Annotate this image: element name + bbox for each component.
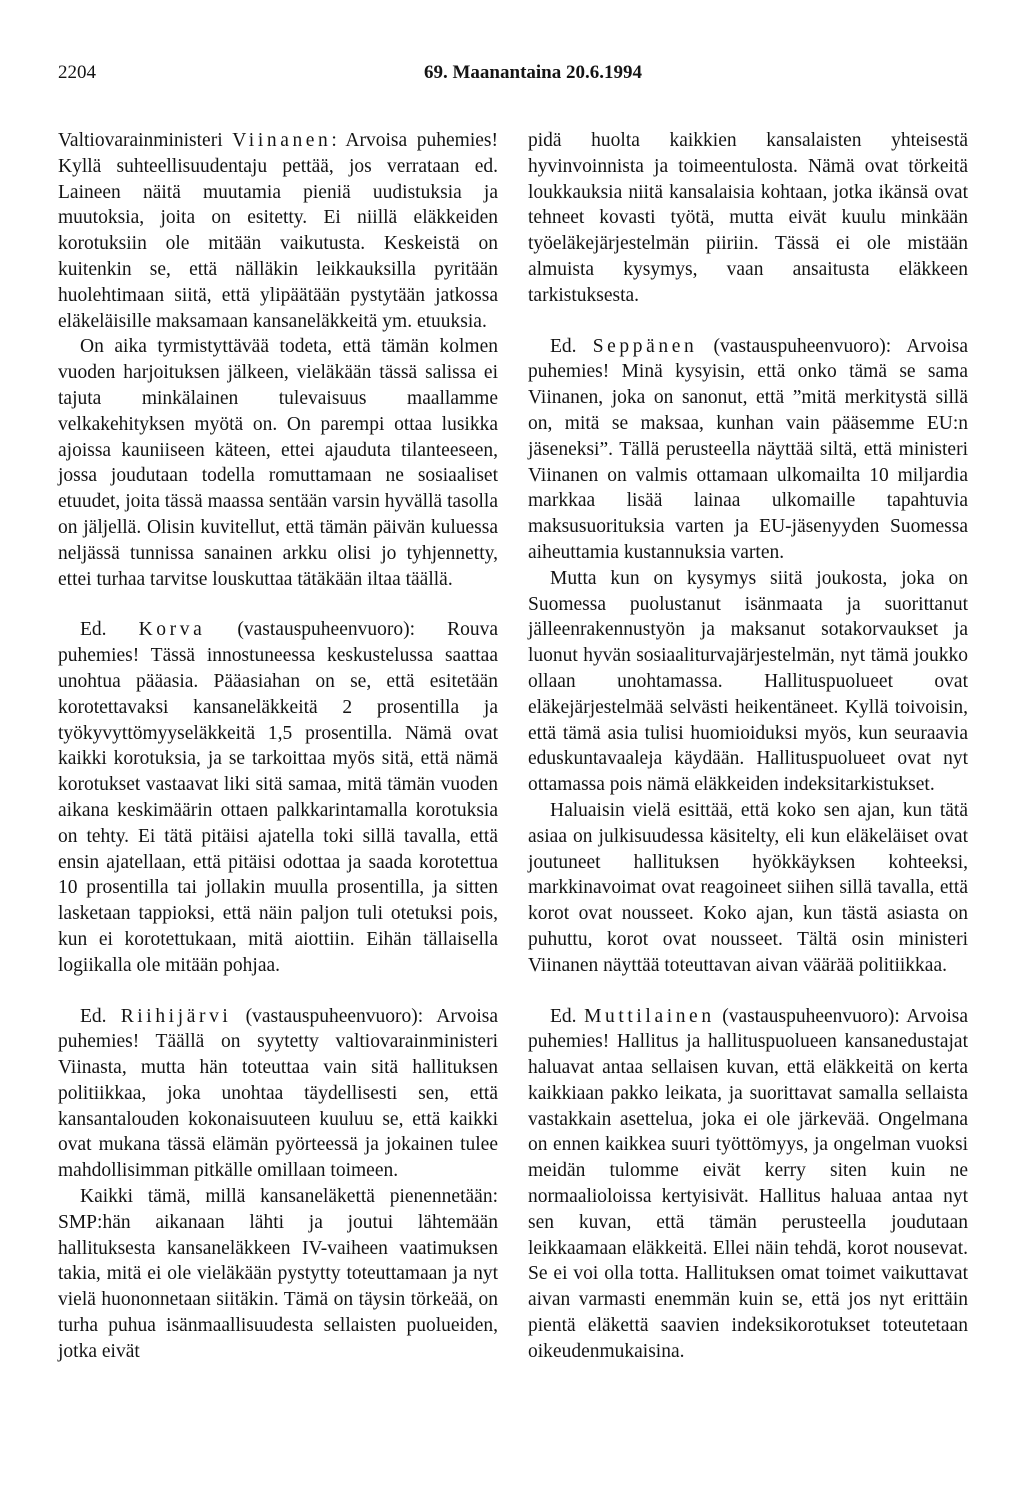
- speech-paragraph: [58, 1004, 498, 1185]
- left-column: [58, 128, 498, 1365]
- speaker-name: Korva: [138, 619, 206, 641]
- speaker-prefix: Ed.: [80, 1005, 107, 1027]
- session-date: 69. Maanantaina 20.6.1994: [424, 62, 642, 83]
- speech-text: : Arvoisa puhemies! Kyllä suhteellisuudentaju pettää, jos verrataan ed. Laineen näitä muutamia pieniä uudistuksia ja muutoksia, joita on esitetty. Ei niillä eläkkeiden korotuksiin ole mitään vaikutusta. Keskeistä on kuitenkin se, että nälläkin leikkauksilla pyritään huolehtimaan siitä, että ylipäätään pystytään jatkossa eläkeläisille maksamaan kansaneläkkeitä ym. etuuksia.: [58, 130, 499, 332]
- speech-muttilainen: [528, 1004, 968, 1365]
- speech-viinanen: [58, 128, 498, 592]
- speech-paragraph: On aika tyrmistyttävää todeta, että tämän kolmen vuoden harjoituksen jälkeen, vieläkään tässä salissa ei tajuta minkälainen tulevaisuus maallamme velkakehityksen myötä on. On parempi ottaa lusikka ajoissa kauniiseen käteen, ettei ajauduta tilanteeseen, jossa joudutaan todella romuttamaan ne sosiaaliset etuudet, joita tässä maassa sentään varsin hyvällä tasolla on jäljellä. Olisin kuvitellut, että tämän päivän kuluessa neljässä tunnissa sanainen arkku olisi jo tyhjennetty, ettei turhaa tarvitse louskuttaa tätäkään iltaa täällä.: [58, 336, 498, 590]
- speaker-prefix: Ed.: [80, 619, 107, 641]
- speech-riihijarvi: [58, 1004, 498, 1365]
- speaker-name: Riihijärvi: [120, 1005, 232, 1027]
- speech-text: (vastauspuheenvuoro): Rouva puhemies! Tässä innostuneessa keskustelussa saattaa unohtua pääasia. Pääasiahan on se, että esitetään korotettavaksi kansaneläkkeitä 2 prosentilla ja työkyvyttömyyseläkkeitä 1,5 prosentilla. Nämä ovat kaikki korotuksia, ja se tarkoittaa myös sitä, että nämä korotukset vastaavat liki sitä samaa, mitä tämän vuoden aikana keskimäärin ottaen palkkarintamalla korotuksia on tehty. Ei tätä pitäisi ajatella toki sillä tavalla, että ensin ajatellaan, että pitäisi odottaa ja saada korotettua 10 prosentilla tai jollakin muulla prosentilla, ja sitten lasketaan tappioksi, että näin paljon tuli otetuksi pois, kun ei korotettukaan, mitä aiottiin. Eihän tällaisella logiikalla ole mitään pohjaa.: [58, 619, 498, 976]
- speech-paragraph: Haluaisin vielä esittää, että koko sen ajan, kun tätä asiaa on julkisuudessa käsitelty, eli kun eläkeläiset ovat joutuneet hallituksen hyökkäyksen kohteeksi, markkinavoimat ovat reagoineet siihen sillä tavalla, että korot ovat nousseet. Koko ajan, kun tästä asiasta on puhuttu, korot ovat nousseet. Tältä osin ministeri Viinanen näyttää toteuttavan aivan väärää politiikkaa.: [528, 799, 968, 976]
- speaker-name: Viinanen: [232, 130, 332, 151]
- speech-paragraph: [58, 617, 498, 978]
- right-column: [528, 128, 968, 1365]
- speech-paragraph: pidä huolta kaikkien kansalaisten yhteisestä hyvinvoinnista ja toimeentulosta. Nämä ovat törkeitä loukkauksia niitä kansalaisia kohtaan, jotka ikänsä ovat tehneet kovasti työtä, mutta eivät kuulu minkään työeläkejärjestelmän piiriin. Tässä ei ole mistään almuista kysymys, vaan ansaitusta eläkkeen tarkistuksesta.: [528, 130, 968, 306]
- speech-text: (vastauspuheenvuoro): Arvoisa puhemies! Minä kysyisin, että onko tämä se sama Viinanen, joka on sanonut, että ”mitä merkitystä sillä on, mitä se maksaa, kunhan vain pääsemme EU:n jäseneksi”. Tällä perusteella näyttää siltä, että ministeri Viinanen on valmis ottamaan ulkomailta 10 miljardia markkaa lisää lainaa ulkomaille tapahtuvia maksusuorituksia varten ja EU-jäsenyyden Suomessa aiheuttamia kustannuksia varten.: [528, 335, 968, 563]
- speaker-name: Muttilainen: [584, 1005, 715, 1027]
- page-number: 2204: [58, 62, 96, 83]
- speech-paragraph: Kaikki tämä, millä kansaneläkettä pienennetään: SMP:hän aikanaan lähti ja joutui lähtemään hallituksesta kansaneläkkeen IV-vaiheen vaatimuksen takia, mitä ei ole vieläkään pystytty toteuttamaan ja nyt vielä huononnetaan siitäkin. Tämä on täysin törkeää, on turha puhua isänmaallisuudesta sellaisten puolueiden, jotka eivät: [58, 1186, 498, 1362]
- speech-seppanen: [528, 334, 968, 979]
- speaker-prefix: Ed.: [550, 335, 577, 357]
- speech-paragraph: [528, 334, 968, 566]
- speech-paragraph: [58, 128, 498, 334]
- speaker-name: Seppänen: [592, 335, 698, 357]
- speech-continuation: [528, 128, 968, 309]
- speech-paragraph: [528, 1004, 968, 1365]
- speech-text: (vastauspuheenvuoro): Arvoisa puhemies! Hallitus ja hallituspuolueen kansanedustajat haluavat antaa sellaisen kuvan, että eläkkeitä on kerta kaikkiaan pakko leikata, ja suorittavat samalla sellaista vastakkain asettelua, joka ei ole järkevää. Ongelmana on ennen kaikkea suuri työttömyys, ja ongelman vuoksi meidän tulomme eivät kerry siten kuin ne normaalioloissa kertyisivät. Hallitus haluaa antaa nyt sen kuvan, että tämän perusteella joudutaan leikkaamaan eläkkeitä. Ellei näin tehdä, korot nousevat. Se ei voi olla totta. Hallituksen omat toimet vaikuttavat aivan varmasti enemmän kuin se, että jos nyt erittäin pientä eläkettä saavien indeksikorotukset toteutetaan oikeudenmukaisina.: [528, 1005, 968, 1362]
- speech-text: (vastauspuheenvuoro): Arvoisa puhemies! Täällä on syytetty valtiovarainministeri Viinasta, mutta hän toteuttaa vain sitä hallituksen politiikkaa, joka unohtaa täydellisesti sen, että kansantalouden kokonaisuuteen kuuluu se, että kaikki ovat mukana tässä elämän pyörteessä ja jokainen tulee mahdollisimman pitkälle omillaan toimeen.: [58, 1005, 498, 1182]
- speaker-title: Valtiovarainministeri: [58, 130, 223, 151]
- speaker-prefix: Ed.: [550, 1005, 577, 1027]
- speech-korva: [58, 617, 498, 978]
- speech-paragraph: Mutta kun on kysymys siitä joukosta, joka on Suomessa puolustanut isänmaata ja suorittanut jälleenrakennustyön ja maksanut sotakorvaukset ja luonut hyvän sosiaaliturvajärjestelmän, nyt tämä joukko ollaan unohtamassa. Hallituspuolueet ovat eläkejärjestelmää selvästi heikentäneet. Kyllä toivoisin, että tämä asia tulisi huomioiduksi myös, kun seuraavia eduskuntavaaleja käydään. Hallituspuolueet ovat nyt ottamassa pois nämä eläkkeiden indeksitarkistukset.: [528, 567, 968, 796]
